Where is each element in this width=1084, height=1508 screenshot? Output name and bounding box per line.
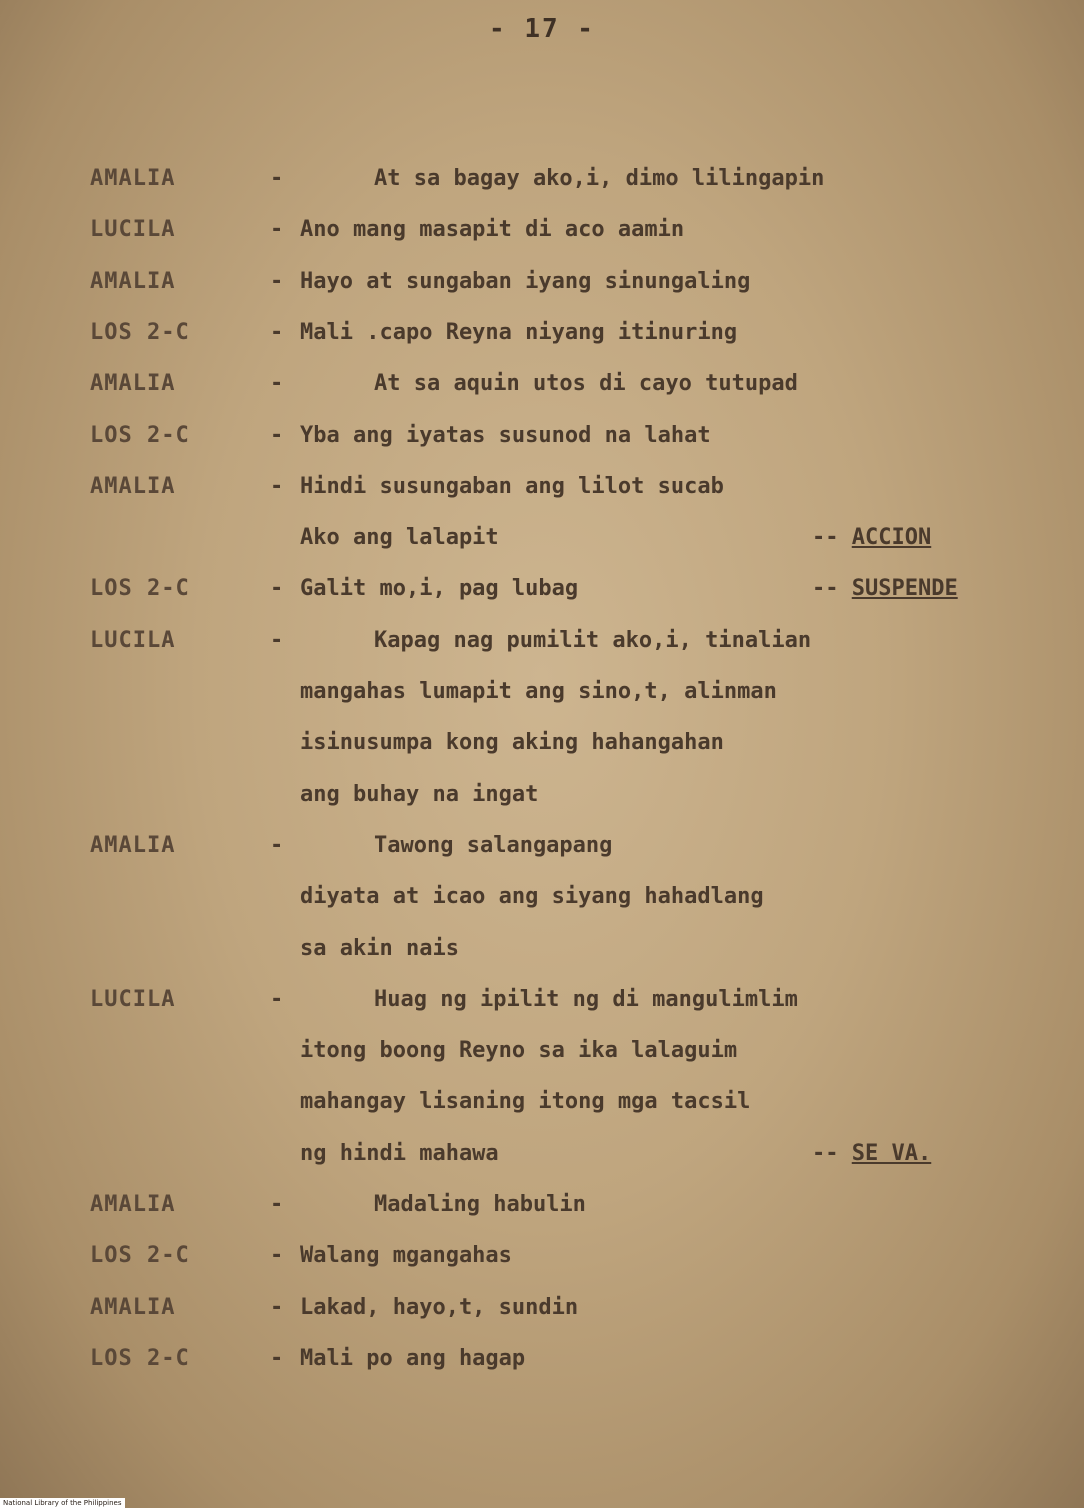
speaker-name: LOS 2-C — [90, 576, 190, 601]
script-line — [0, 269, 1084, 309]
script-line — [0, 730, 1084, 770]
line-dash: - — [270, 474, 284, 499]
direction-prefix: -- — [812, 576, 839, 601]
speaker-name: AMALIA — [90, 166, 176, 191]
speaker-name: LUCILA — [90, 217, 176, 242]
script-line — [0, 576, 1084, 616]
speaker-name: AMALIA — [90, 1192, 176, 1217]
script-line — [0, 166, 1084, 206]
script-line — [0, 628, 1084, 668]
line-dash: - — [270, 628, 284, 653]
script-line — [0, 1243, 1084, 1283]
dialogue-text: itong boong Reyno sa ika lalaguim — [300, 1038, 738, 1063]
direction-label: SUSPENDE — [851, 576, 958, 601]
speaker-name: AMALIA — [90, 474, 176, 499]
page-number: - 17 - — [489, 14, 595, 44]
script-line — [0, 423, 1084, 463]
script-line — [0, 1141, 1084, 1181]
script-line — [0, 320, 1084, 360]
dialogue-text: mahangay lisaning itong mga tacsil — [300, 1089, 751, 1114]
dialogue-text: Mali .capo Reyna niyang itinuring — [300, 320, 738, 345]
dialogue-text: ang buhay na ingat — [300, 782, 539, 807]
speaker-name: AMALIA — [90, 371, 176, 396]
line-dash: - — [270, 217, 284, 242]
dialogue-text: Yba ang iyatas susunod na lahat — [300, 423, 711, 448]
line-dash: - — [270, 423, 284, 448]
speaker-name: AMALIA — [90, 1295, 176, 1320]
dialogue-text: Hayo at sungaban iyang sinungaling — [300, 269, 751, 294]
script-line — [0, 1038, 1084, 1078]
dialogue-text: At sa aquin utos di cayo tutupad — [374, 371, 798, 396]
script-line — [0, 1346, 1084, 1386]
script-line — [0, 884, 1084, 924]
script-line — [0, 1192, 1084, 1232]
stage-direction — [812, 1141, 931, 1166]
dialogue-text: mangahas lumapit ang sino,t, alinman — [300, 679, 777, 704]
direction-label: ACCION — [851, 525, 932, 550]
dialogue-text: diyata at icao ang siyang hahadlang — [300, 884, 764, 909]
script-line — [0, 217, 1084, 257]
speaker-name: LUCILA — [90, 987, 176, 1012]
dialogue-text: Tawong salangapang — [374, 833, 613, 858]
line-dash: - — [270, 1192, 284, 1217]
line-dash: - — [270, 1346, 284, 1371]
script-line — [0, 679, 1084, 719]
direction-prefix: -- — [812, 1141, 839, 1166]
direction-prefix: -- — [812, 525, 839, 550]
dialogue-text: Galit mo,i, pag lubag — [300, 576, 579, 601]
dialogue-text: isinusumpa kong aking hahangahan — [300, 730, 724, 755]
script-line — [0, 525, 1084, 565]
direction-label: SE VA. — [851, 1141, 932, 1166]
speaker-name: LUCILA — [90, 628, 176, 653]
line-dash: - — [270, 987, 284, 1012]
dialogue-text: Hindi susungaban ang lilot sucab — [300, 474, 724, 499]
dialogue-text: ng hindi mahawa — [300, 1141, 499, 1166]
line-dash: - — [270, 166, 284, 191]
footer-credit: National Library of the Philippines — [0, 1498, 125, 1508]
script-line — [0, 782, 1084, 822]
stage-direction — [812, 525, 931, 550]
line-dash: - — [270, 371, 284, 396]
speaker-name: LOS 2-C — [90, 1346, 190, 1371]
script-line — [0, 936, 1084, 976]
script-line — [0, 1295, 1084, 1335]
script-line — [0, 1089, 1084, 1129]
dialogue-text: Lakad, hayo,t, sundin — [300, 1295, 579, 1320]
script-line — [0, 474, 1084, 514]
line-dash: - — [270, 1295, 284, 1320]
dialogue-text: Madaling habulin — [374, 1192, 586, 1217]
line-dash: - — [270, 833, 284, 858]
speaker-name: LOS 2-C — [90, 1243, 190, 1268]
speaker-name: AMALIA — [90, 269, 176, 294]
speaker-name: LOS 2-C — [90, 320, 190, 345]
dialogue-text: At sa bagay ako,i, dimo lilingapin — [374, 166, 825, 191]
script-line — [0, 987, 1084, 1027]
line-dash: - — [270, 269, 284, 294]
stage-direction — [812, 576, 958, 601]
dialogue-text: Ano mang masapit di aco aamin — [300, 217, 685, 242]
dialogue-text: Walang mgangahas — [300, 1243, 512, 1268]
dialogue-text: sa akin nais — [300, 936, 459, 961]
dialogue-text: Kapag nag pumilit ako,i, tinalian — [374, 628, 812, 653]
dialogue-text: Ako ang lalapit — [300, 525, 499, 550]
dialogue-text: Huag ng ipilit ng di mangulimlim — [374, 987, 798, 1012]
line-dash: - — [270, 320, 284, 345]
script-line — [0, 833, 1084, 873]
script-line — [0, 371, 1084, 411]
line-dash: - — [270, 576, 284, 601]
line-dash: - — [270, 1243, 284, 1268]
speaker-name: LOS 2-C — [90, 423, 190, 448]
dialogue-text: Mali po ang hagap — [300, 1346, 526, 1371]
speaker-name: AMALIA — [90, 833, 176, 858]
